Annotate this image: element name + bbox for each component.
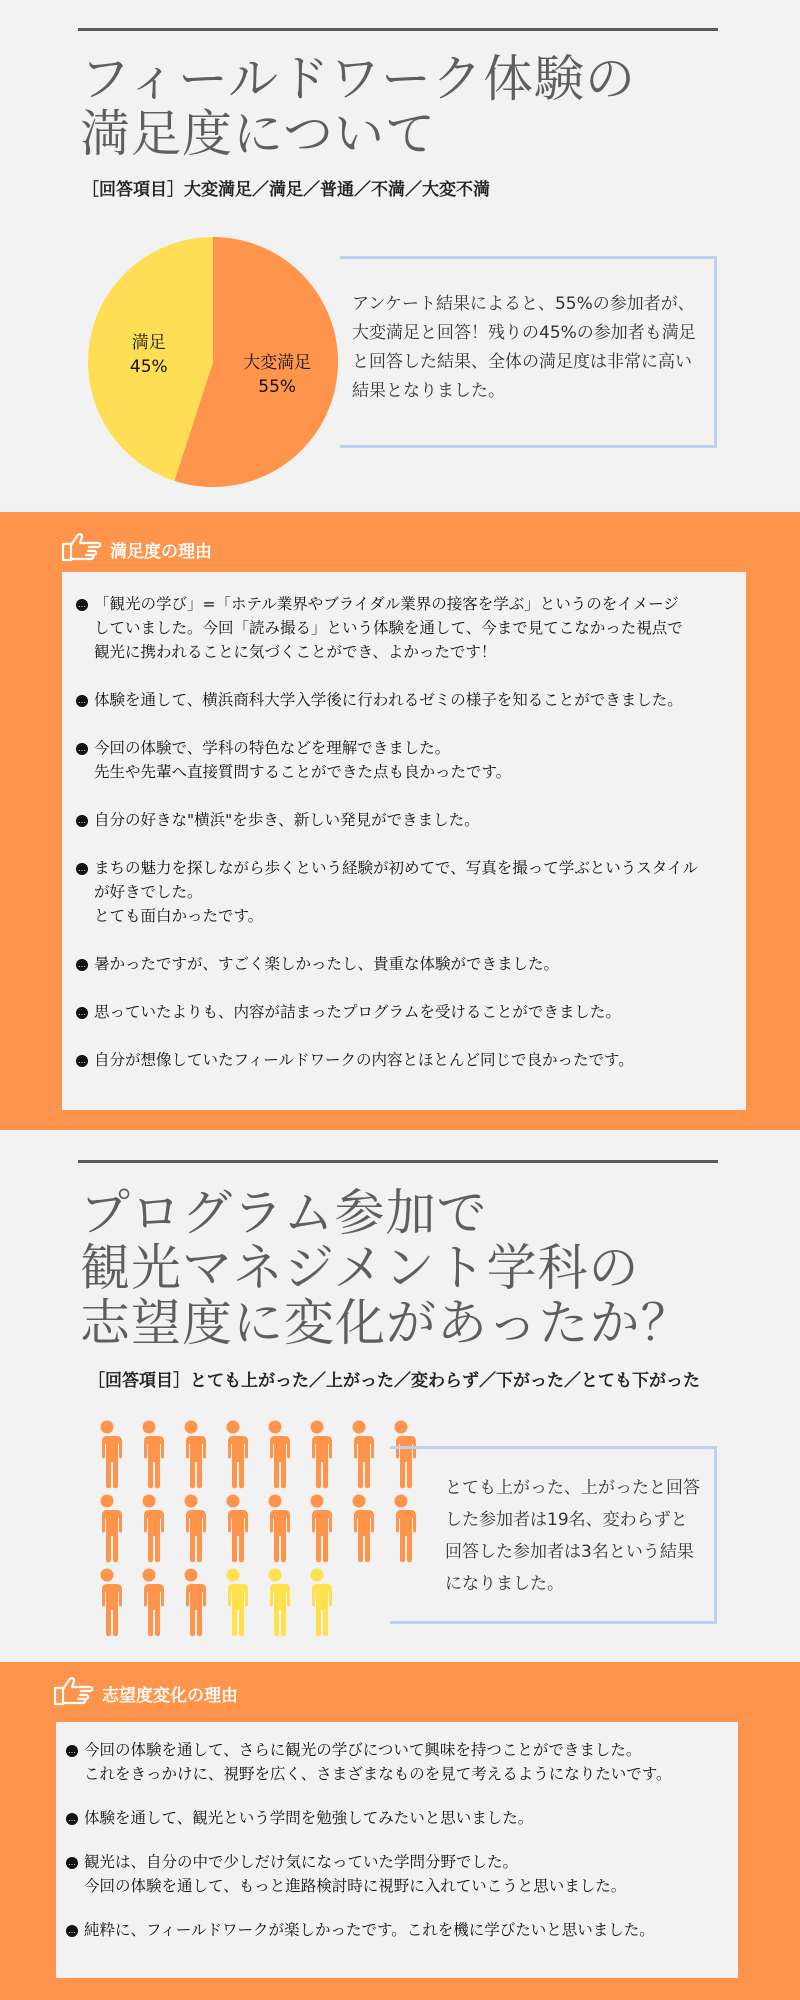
reason-item [76,952,736,976]
chat-bubble-icon: … [78,600,86,609]
chat-bubble-icon: … [68,1746,76,1755]
reason-text: 思っていたよりも、内容が詰まったプログラムを受けることができました。 [94,1003,621,1021]
person-icon-raised [256,1420,298,1494]
aspiration-reasons-card [56,1722,738,1978]
chat-bubble-icon: … [78,696,86,705]
reason-text: 体験を通して、観光という学問を勉強してみたいと思いました。 [84,1809,534,1827]
pie-label-category: 大変満足 [243,353,312,374]
section1-answer-items: ［回答項目］大変満足／満足／普通／不満／大変不満 [82,180,490,200]
person-icon-raised [214,1494,256,1568]
reason-item [76,808,736,832]
reason-text: 純粋に、フィールドワークが楽しかったです。これを機に学びたいと思いました。 [84,1921,655,1939]
satisfaction-reasons-heading [60,530,212,569]
person-icon-raised [88,1420,130,1494]
chat-bubble-icon: … [78,816,86,825]
person-icon-raised [298,1494,340,1568]
section2-title [80,1186,692,1351]
pie-label-category: 満足 [131,332,166,353]
section2-answer-items: ［回答項目］とても上がった／上がった／変わらず／下がった／とても下がった [88,1371,700,1391]
person-icon-raised [172,1494,214,1568]
reason-item [76,1000,736,1024]
section2-top-rule [78,1160,718,1163]
person-icon-raised [172,1568,214,1642]
person-icon-raised [88,1494,130,1568]
reason-item [66,1918,728,1942]
person-icon-unchanged [256,1568,298,1642]
reason-text: まちの魅力を探しながら歩くという経験が初めてで、写真を撮って学ぶというスタイル が好きでした。 とても面白かったです。 [94,859,698,925]
reason-text: 今回の体験で、学科の特色などを理解できました。 先生や先輩へ直接質問することができた点も良かったです。 [94,739,512,781]
person-icon-raised [130,1494,172,1568]
reason-text: 観光は、自分の中で少しだけ気になっていた学問分野でした。 今回の体験を通して、もっと進路検討時に視野に入れていこうと思いました。 [84,1853,627,1895]
aspiration-reasons-band [0,1662,800,2000]
person-icon-raised [130,1568,172,1642]
pointing-hand-icon [60,530,104,569]
section2-title-line2: 観光マネジメント学科の [80,1239,640,1297]
pointing-hand-icon [52,1674,96,1713]
reason-item [76,592,736,664]
pie-label-value: 45% [129,356,168,377]
reason-item [76,856,736,928]
reason-item [76,688,736,712]
reason-text: 暑かったですが、すごく楽しかったし、貴重な体験ができました。 [94,955,560,973]
chat-bubble-icon: … [68,1926,76,1935]
satisfaction-reasons-band [0,512,800,1130]
aspiration-reasons-heading [52,1674,238,1713]
section1-callout-text: アンケート結果によると、55%の参加者が、大変満足と回答！残りの45%の参加者も満足と回答した結果、全体の満足度は非常に高い結果となりました。 [352,294,696,401]
reason-text: 自分が想像していたフィールドワークの内容とほとんど同じで良かったです。 [94,1051,634,1069]
person-icon-raised [88,1568,130,1642]
reason-text: 今回の体験を通して、さらに観光の学びについて興味を持つことができました。 これをきっかけに、視野を広く、さまざまなものを見て考えるようになりたいです。 [84,1741,672,1783]
aspiration-reasons-title: 志望度変化の理由 [102,1686,238,1706]
satisfaction-pie-chart [83,232,343,492]
reason-item [66,1738,728,1786]
chat-bubble-icon: … [68,1858,76,1867]
person-icon-unchanged [214,1568,256,1642]
person-icon-raised [172,1420,214,1494]
reason-item [76,1048,736,1072]
chat-bubble-icon: … [78,960,86,969]
person-icon-raised [130,1420,172,1494]
section2-title-line3: 志望度に変化があったか？ [80,1294,692,1352]
satisfaction-reasons-card [62,572,746,1110]
reason-text: 自分の好きな"横浜"を歩き、新しい発見ができました。 [94,811,480,829]
section1-title-line2: 満足度について [80,105,436,163]
reason-text: 「観光の学び」=「ホテル業界やブライダル業界の接客を学ぶ」というのをイメージ していました。今回「読み撮る」という体験を通して、今まで見てこなかった視点で 観光に携われることに気づくことができ、よかったです！ [94,595,683,661]
section1-title [80,52,636,162]
person-icon-raised [298,1420,340,1494]
reason-item [66,1850,728,1898]
reason-item [66,1806,728,1830]
chat-bubble-icon: … [78,744,86,753]
section1-top-rule [78,28,718,31]
section2-callout-text: とても上がった、上がったと回答した参加者は19名、変わらずと回答した参加者は3名という結果になりました。 [445,1478,700,1594]
person-icon-raised [256,1494,298,1568]
section2-title-line1: プログラム参加で [80,1184,488,1242]
chat-bubble-icon: … [78,1056,86,1065]
participant-pictogram [88,1420,424,1642]
reason-text: 体験を通して、横浜商科大学入学後に行われるゼミの様子を知ることができました。 [94,691,683,709]
person-icon-raised [340,1494,382,1568]
person-icon-raised [340,1420,382,1494]
person-icon-raised [214,1420,256,1494]
satisfaction-reasons-title: 満足度の理由 [110,542,212,562]
chat-bubble-icon: … [78,864,86,873]
pie-label-value: 55% [258,377,297,398]
person-icon-unchanged [298,1568,340,1642]
section1-title-line1: フィールドワーク体験の [80,50,636,108]
chat-bubble-icon: … [78,1008,86,1017]
chat-bubble-icon: … [68,1814,76,1823]
reason-item [76,736,736,784]
